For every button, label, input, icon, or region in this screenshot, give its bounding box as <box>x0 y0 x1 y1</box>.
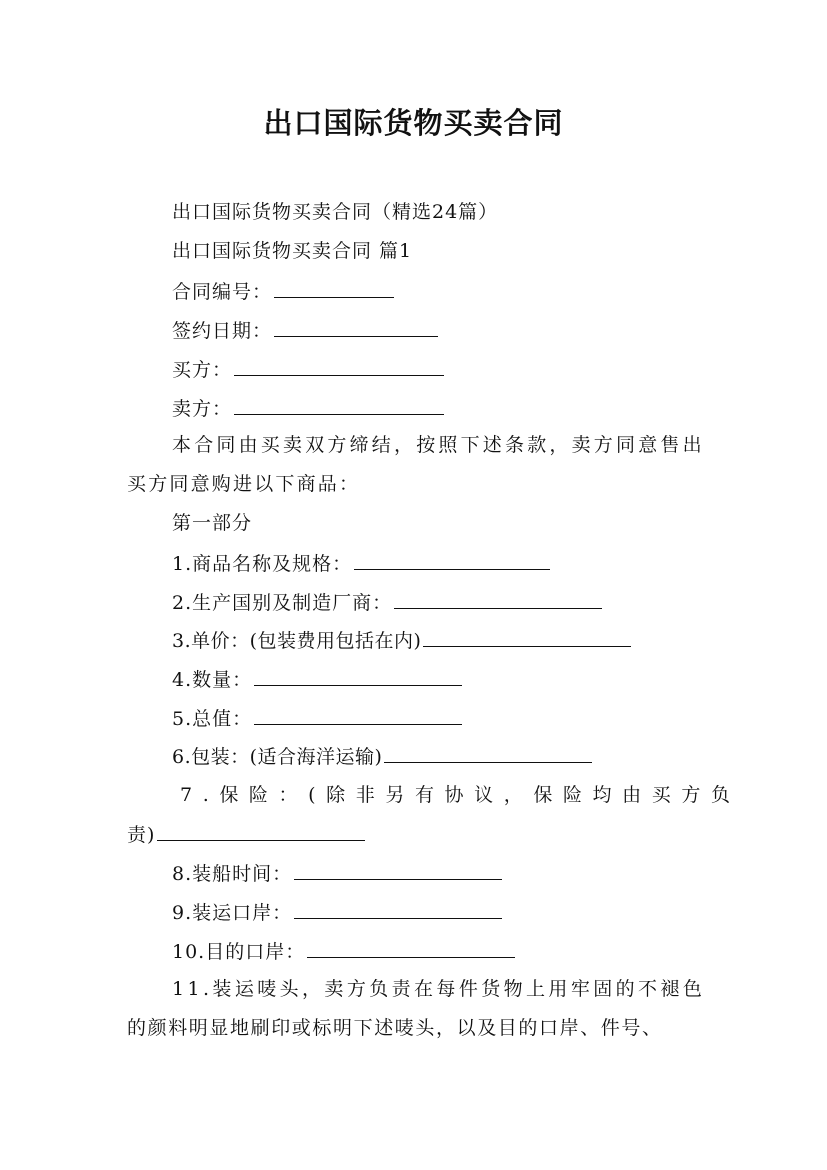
item-8 <box>172 859 502 887</box>
item-5 <box>172 704 462 732</box>
seller-label: 卖方： <box>172 398 233 420</box>
item-1-label: 1.商品名称及规格： <box>172 553 353 575</box>
intro-line-2: 买方同意购进以下商品： <box>127 473 361 495</box>
item-9-blank <box>294 898 502 919</box>
contract-no-blank <box>274 277 394 298</box>
seller-field <box>172 394 444 422</box>
item-2-blank <box>394 588 602 609</box>
subtitle: 出口国际货物买卖合同（精选24篇） <box>172 201 499 223</box>
seller-blank <box>234 394 444 415</box>
item-7-label: 责) <box>127 824 156 846</box>
sign-date-field <box>172 316 438 344</box>
item-10 <box>172 937 515 965</box>
item-11-line-2: 的颜料明显地刷印或标明下述唛头，以及目的口岸、件号、 <box>127 1017 663 1039</box>
item-1 <box>172 549 550 577</box>
item-6-label: 6.包装：(适合海洋运输) <box>172 746 383 768</box>
item-9-label: 9.装运口岸： <box>172 902 293 924</box>
part-one-heading: 第一部分 <box>172 512 253 534</box>
buyer-blank <box>234 355 444 376</box>
item-5-label: 5.总值： <box>172 708 253 730</box>
item-2-label: 2.生产国别及制造厂商： <box>172 592 393 614</box>
item-4-label: 4.数量： <box>172 669 253 691</box>
item-4 <box>172 665 462 693</box>
item-5-blank <box>254 704 462 725</box>
item-6-blank <box>384 742 592 763</box>
item-6 <box>172 742 592 770</box>
item-7-blank <box>157 820 365 841</box>
sign-date-blank <box>274 316 438 337</box>
item-11-line-1: 11.装运唛头，卖方负责在每件货物上用牢固的不褪色 <box>172 978 706 1000</box>
item-3 <box>172 626 631 654</box>
item-4-blank <box>254 665 462 686</box>
contract-no-label: 合同编号： <box>172 281 273 303</box>
item-9 <box>172 898 502 926</box>
item-7-line-1: 7.保险：(除非另有协议，保险均由买方负 <box>180 784 741 806</box>
item-3-blank <box>423 626 631 647</box>
intro-line-1: 本合同由买卖双方缔结，按照下述条款，卖方同意售出 <box>172 434 705 456</box>
buyer-field <box>172 355 444 383</box>
sign-date-label: 签约日期： <box>172 320 273 342</box>
article-heading: 出口国际货物买卖合同 篇1 <box>172 240 413 262</box>
item-8-label: 8.装船时间： <box>172 863 293 885</box>
item-10-label: 10.目的口岸： <box>172 941 306 963</box>
contract-no-field <box>172 277 394 305</box>
buyer-label: 买方： <box>172 359 233 381</box>
item-10-blank <box>307 937 515 958</box>
item-1-blank <box>354 549 550 570</box>
item-8-blank <box>294 859 502 880</box>
item-7-line-2 <box>127 820 365 848</box>
item-2 <box>172 588 602 616</box>
document-title: 出口国际货物买卖合同 <box>263 106 564 140</box>
item-3-label: 3.单价：(包装费用包括在内) <box>172 630 422 652</box>
